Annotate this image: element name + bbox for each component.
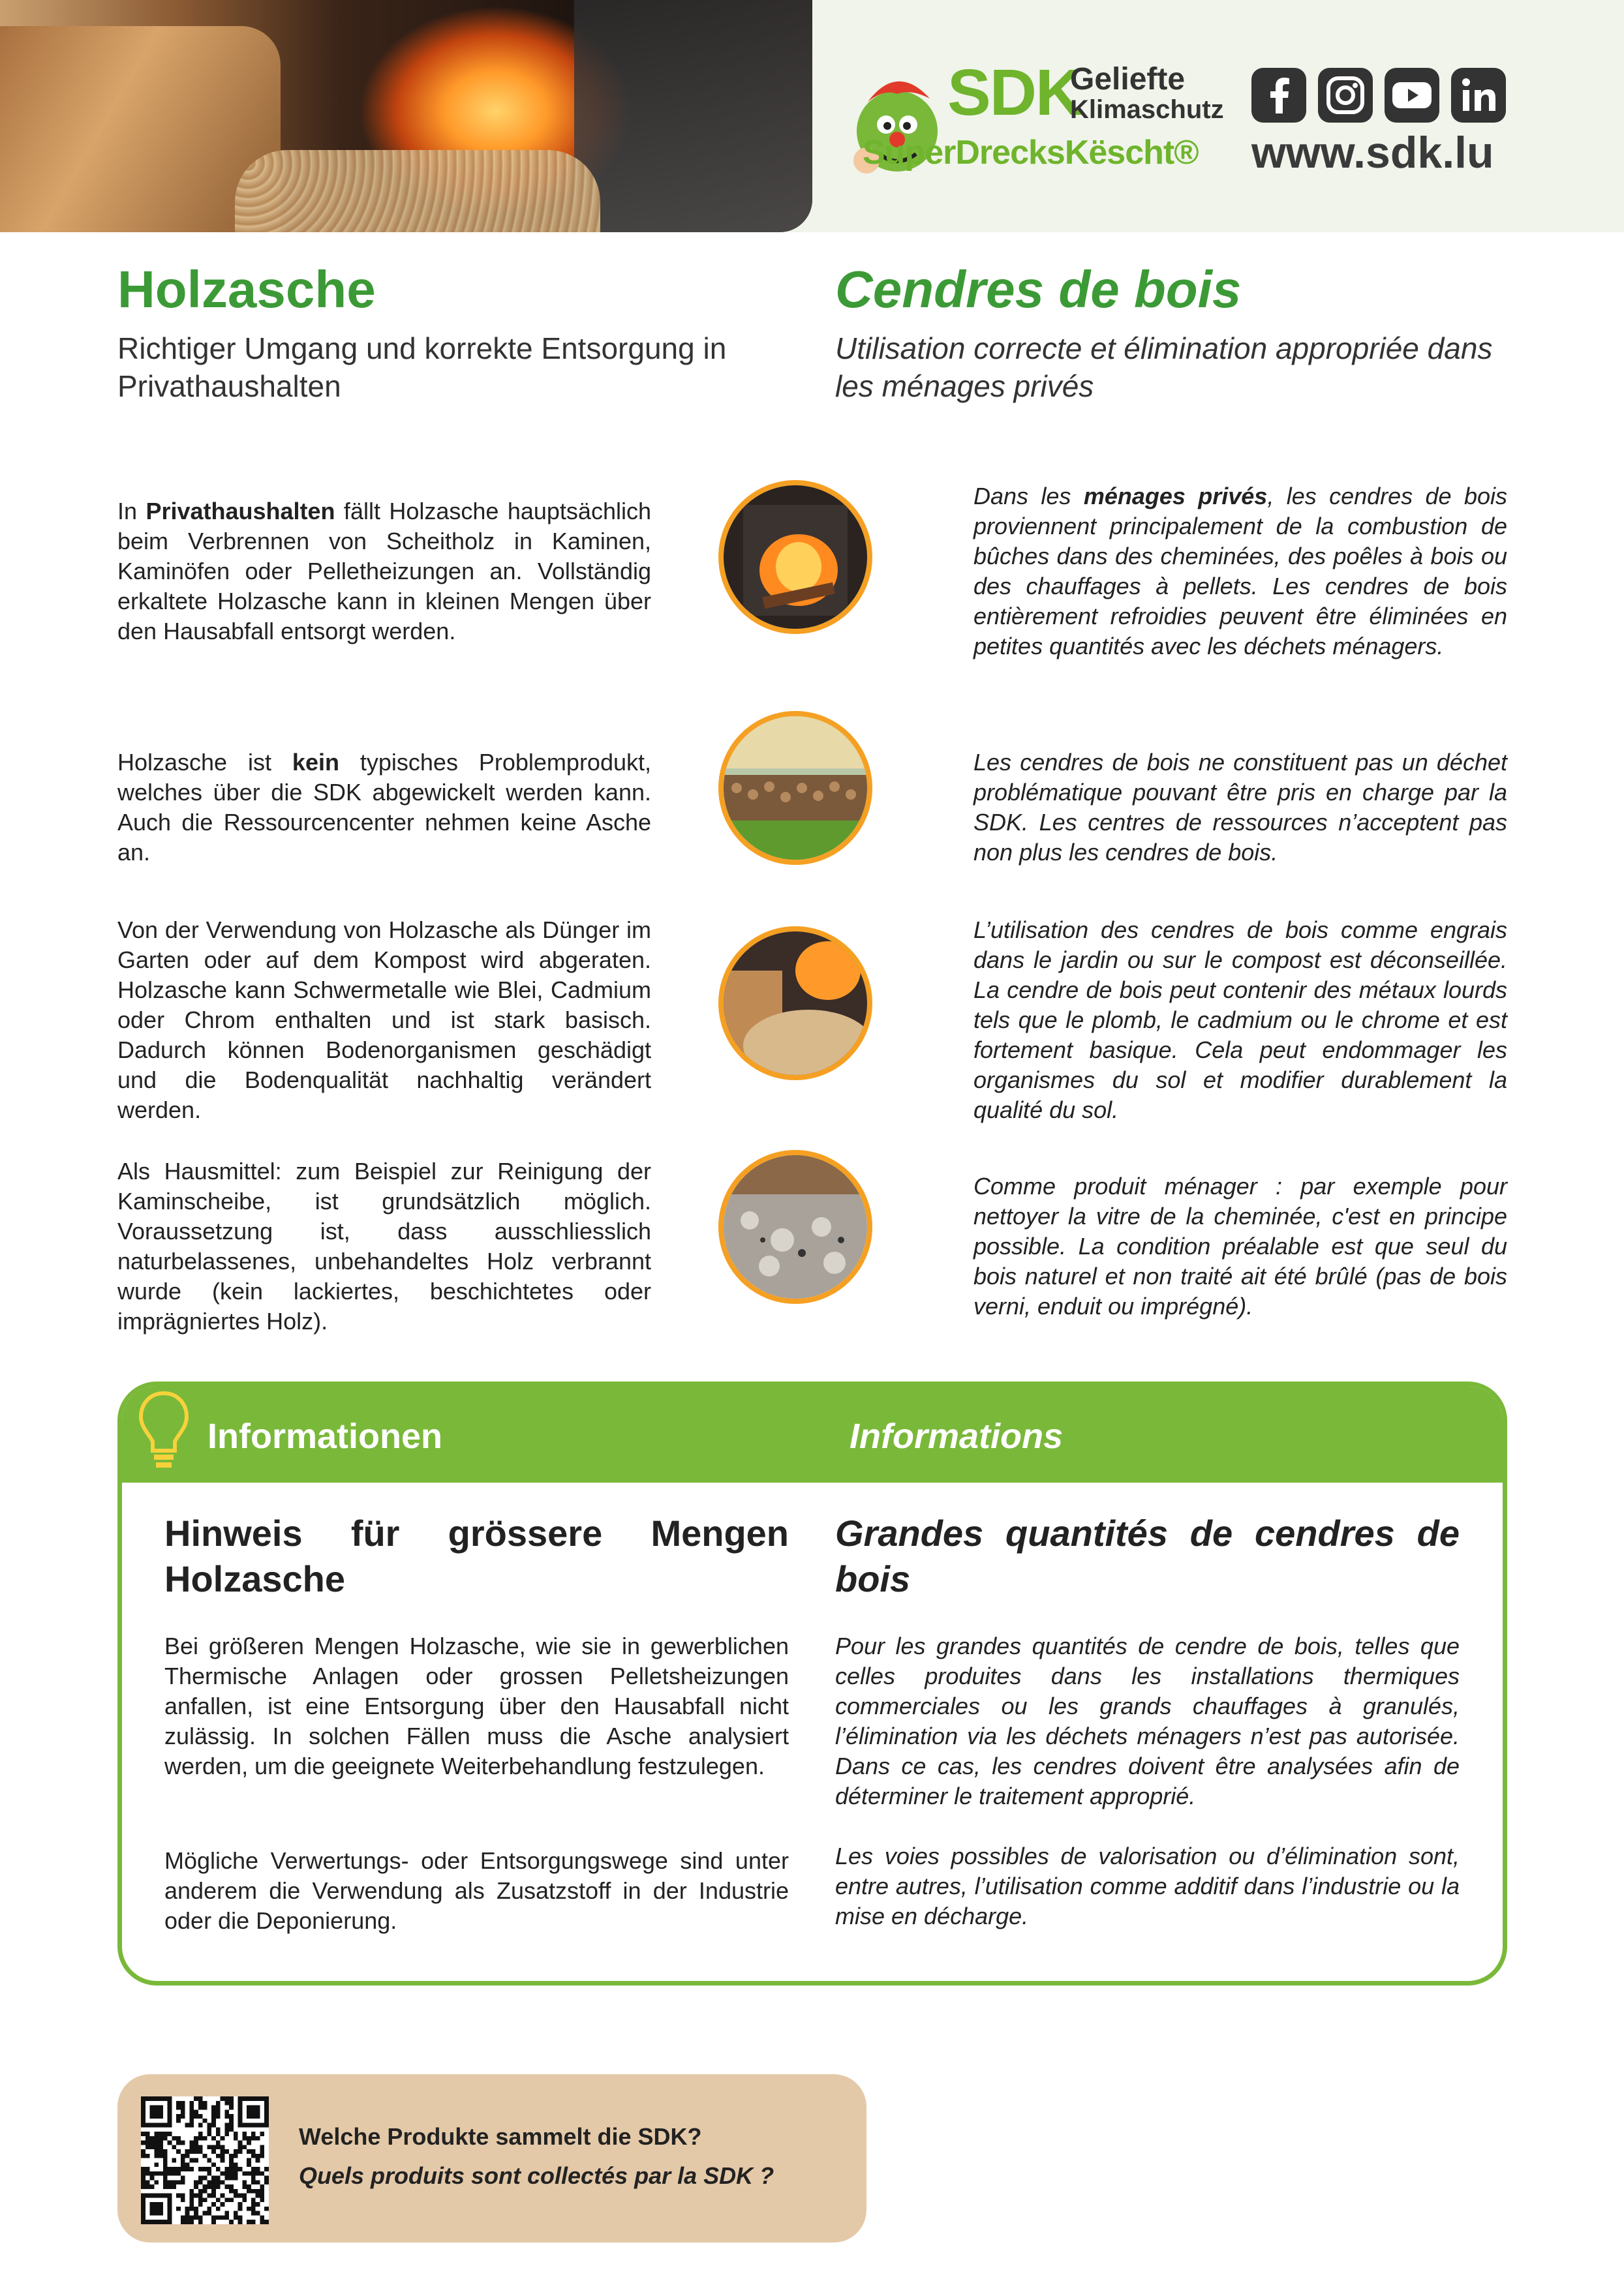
info-heading-de: Hinweis für grössere Mengen Holzasche: [164, 1513, 789, 1599]
qr-code-icon[interactable]: [141, 2096, 269, 2224]
paragraph-fr-1: Dans les ménages privés, les cendres de bois proviennent principalement de la combustion de bûches dans des cheminées, des poêles à bois ou des chauffages à pellets. Les cendres de bois entièrement refroidies peuvent être éliminées en petites quantités avec les déchets ménagers.: [973, 483, 1507, 659]
footer-question-fr[interactable]: Quels produits sont collectés par la SDK ?: [299, 2162, 774, 2189]
brand-line1: Geliefte: [1070, 62, 1186, 97]
paragraph-fr-3: L’utilisation des cendres de bois comme engrais dans le jardin ou sur le compost est déconseillée. La cendre de bois peut contenir des métaux lourds tels que le plomb, le cadmium ou le chrome et est fortement basique. Cela peut endommager les organismes du sol et modifier durablement la qualité du sol.: [973, 916, 1507, 1123]
subtitle-de: Richtiger Umgang und korrekte Entsorgung in Privathaushalten: [117, 331, 727, 403]
hero-pellets: [235, 150, 600, 232]
info-paragraph-fr-2: Les voies possibles de valorisation ou d’élimination sont, entre autres, l’utilisation comme additif dans l’industrie ou la mise en décharge.: [835, 1843, 1460, 1929]
image-fireplace-circle: [718, 480, 872, 634]
info-paragraph-de-1: Bei größeren Mengen Holzasche, wie sie in gewerblichen Thermische Anlagen oder grossen Pelletsheizungen anfallen, ist eine Entsorgung über den Hausabfall nicht zulässig. In solchen Fällen muss die Asche analysiert werden, um die geeignete Weiterbehandlung festzulegen.: [164, 1633, 789, 1779]
title-fr: Cendres de bois: [835, 260, 1242, 318]
info-heading-fr: Grandes quantités de cendres de bois: [835, 1513, 1460, 1599]
paragraph-de-3: Von der Verwendung von Holzasche als Dünger im Garten oder auf dem Kompost wird abgeraten. Holzasche kann Schwermetalle wie Blei, Cadmium oder Chrom enthalten und ist stark basisch. Dadurch können Bodenorganismen geschädigt und die Bodenqualität nachhaltig verändert werden.: [117, 916, 651, 1123]
paragraph-de-4: Als Hausmittel: zum Beispiel zur Reinigung der Kaminscheibe, ist grundsätzlich möglich. Voraussetzung ist, dass ausschliesslich naturbelassenes, unbehandeltes Holz verbrannt wurde (kein lackiertes, beschichtetes oder imprägniertes Holz).: [117, 1158, 651, 1335]
instagram-icon[interactable]: [1318, 68, 1373, 123]
facebook-icon[interactable]: [1251, 68, 1306, 123]
footer-question-de[interactable]: Welche Produkte sammelt die SDK?: [299, 2123, 702, 2150]
hero-stove-frame: [574, 0, 812, 232]
subtitle-fr: Utilisation correcte et élimination appropriée dans les ménages privés: [835, 331, 1493, 403]
brand-sub: SuperDrecksKëscht®: [863, 134, 1199, 172]
info-header-de: Informationen: [207, 1417, 442, 1456]
hero-fireplace-image: [0, 0, 812, 232]
brand-main: SDK: [947, 56, 1082, 129]
lightbulb-icon: [136, 1388, 192, 1473]
info-paragraph-de-2: Mögliche Verwertungs- oder Entsorgungswege sind unter anderem die Verwendung als Zusatzstoff in der Industrie oder die Deponierung.: [164, 1847, 789, 1934]
linkedin-icon[interactable]: [1451, 68, 1506, 123]
brand-line2: Klimaschutz: [1070, 95, 1224, 124]
paragraph-de-2: Holzasche ist kein typisches Problemprodukt, welches über die SDK abgewickelt werden kann. Auch die Ressourcencenter nehmen keine Asche an.: [117, 749, 651, 866]
paragraph-de-1: In Privathaushalten fällt Holzasche hauptsächlich beim Verbrennen von Scheitholz in Kaminen, Kaminöfen oder Pelletheizungen an. Vollständig erkaltete Holzasche kann in kleinen Mengen über den Hausabfall entsorgt werden.: [117, 498, 651, 644]
website-link[interactable]: www.sdk.lu: [1251, 128, 1494, 177]
image-pellets-circle: [718, 926, 872, 1080]
youtube-icon[interactable]: [1385, 68, 1439, 123]
info-paragraph-fr-1: Pour les grandes quantités de cendre de bois, telles que celles produites dans les installations thermiques commerciales ou les grands chauffages à granulés, l’élimination via les déchets ménagers n’est pas autorisée. Dans ce cas, les cendres doivent être analysées afin de déterminer le traitement approprié.: [835, 1633, 1460, 1809]
image-woodpile-circle: [718, 711, 872, 865]
paragraph-fr-2: Les cendres de bois ne constituent pas un déchet problématique pouvant être pris en charge par la SDK. Les centres de ressources n’acceptent pas non plus les cendres de bois.: [973, 749, 1507, 866]
image-ash-circle: [718, 1150, 872, 1304]
paragraph-fr-4: Comme produit ménager : par exemple pour nettoyer la vitre de la cheminée, c'est en principe possible. La condition préalable est que seul du bois naturel et non traité ait été brûlé (pas de bois verni, enduit ou imprégné).: [973, 1173, 1507, 1320]
info-header-fr: Informations: [850, 1417, 1064, 1456]
title-de: Holzasche: [117, 260, 376, 318]
